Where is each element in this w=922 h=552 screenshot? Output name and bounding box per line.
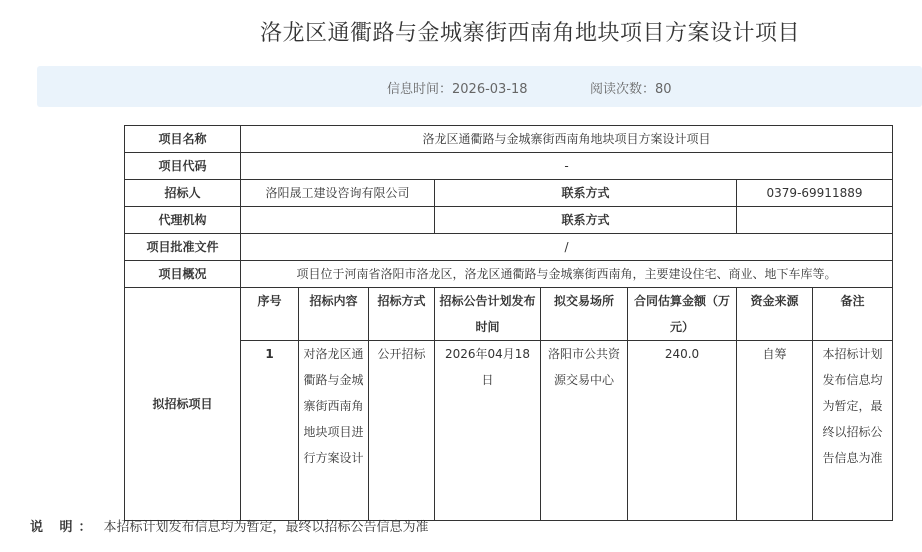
project-code-value: -: [241, 153, 893, 180]
table-row: [125, 261, 893, 288]
info-views: [590, 78, 672, 97]
table-row: [125, 234, 893, 261]
col-header-method: 招标方式: [369, 288, 435, 341]
project-code-label: 项目代码: [125, 153, 241, 180]
row-fund: 自筹: [737, 341, 813, 521]
planned-label: 拟招标项目: [125, 288, 241, 521]
table-row: [125, 207, 893, 234]
col-header-remark: 备注: [813, 288, 893, 341]
row-content: 对洛龙区通衢路与金城寨街西南角地块项目进行方案设计: [299, 341, 369, 521]
project-detail-table: [124, 125, 893, 521]
info-views-value: 80: [655, 82, 672, 97]
row-publish-time: 2026年04月18日: [435, 341, 541, 521]
approval-label: 项目批准文件: [125, 234, 241, 261]
agency-label: 代理机构: [125, 207, 241, 234]
tenderer-label: 招标人: [125, 180, 241, 207]
page-title: 洛龙区通衢路与金城寨街西南角地块项目方案设计项目: [259, 21, 800, 46]
note: [30, 516, 429, 535]
agency-contact-label: 联系方式: [435, 207, 737, 234]
col-header-amount: 合同估算金额（万元）: [628, 288, 737, 341]
note-label: 说 明：: [30, 520, 98, 535]
col-header-fund: 资金来源: [737, 288, 813, 341]
row-remark: 本招标计划发布信息均为暂定，最终以招标公告信息为准: [813, 341, 893, 521]
row-method: 公开招标: [369, 341, 435, 521]
col-header-publish-time: 招标公告计划发布时间: [435, 288, 541, 341]
agency-contact-value: [737, 207, 893, 234]
col-header-content: 招标内容: [299, 288, 369, 341]
project-name-value: 洛龙区通衢路与金城寨街西南角地块项目方案设计项目: [241, 126, 893, 153]
table-row: [125, 288, 893, 341]
table-row: [125, 153, 893, 180]
agency-value: [241, 207, 435, 234]
tenderer-value: 洛阳晟工建设咨询有限公司: [241, 180, 435, 207]
col-header-venue: 拟交易场所: [541, 288, 628, 341]
row-amount: 240.0: [628, 341, 737, 521]
info-time: [387, 78, 528, 97]
info-time-label: 信息时间：: [387, 82, 453, 97]
table-row: [125, 180, 893, 207]
table-row: [125, 126, 893, 153]
project-name-label: 项目名称: [125, 126, 241, 153]
approval-value: /: [241, 234, 893, 261]
overview-value: 项目位于河南省洛阳市洛龙区，洛龙区通衢路与金城寨街西南角，主要建设住宅、商业、地下车库等。: [241, 261, 893, 288]
contact-value: 0379-69911889: [737, 180, 893, 207]
overview-label: 项目概况: [125, 261, 241, 288]
contact-label: 联系方式: [435, 180, 737, 207]
row-no: 1: [241, 341, 299, 521]
row-venue: 洛阳市公共资源交易中心: [541, 341, 628, 521]
table-row: [125, 341, 893, 521]
note-text: 本招标计划发布信息均为暂定，最终以招标公告信息为准: [103, 520, 429, 535]
info-views-label: 阅读次数：: [590, 82, 656, 97]
col-header-no: 序号: [241, 288, 299, 341]
info-bar: [37, 66, 922, 107]
info-time-value: 2026-03-18: [452, 82, 528, 97]
